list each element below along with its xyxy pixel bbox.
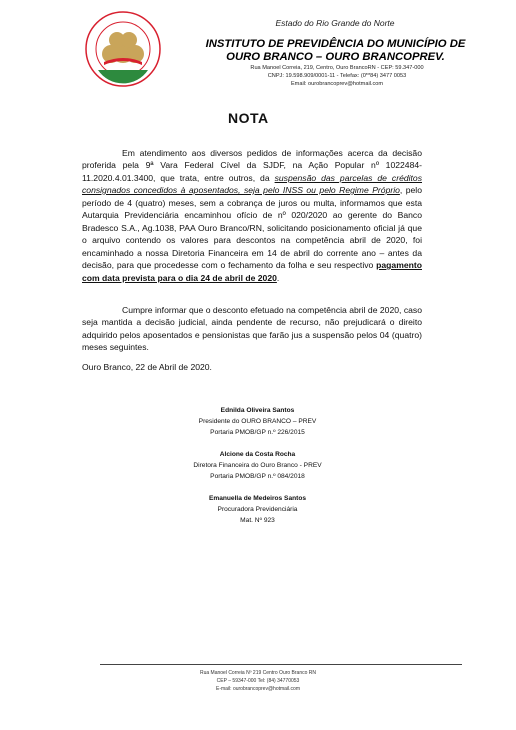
body-paragraph-2: Cumpre informar que o desconto efetuado na competência abril de 2020, caso seja mantida a decisão judicial, ainda pendente de recurso, não prejudicará o direito adquirido pelos aposentados e pensionistas que farão jus a suspensão pelos 04 (quatro) meses seguintes. <box>82 304 422 353</box>
paragraph1-part1: Em atendimento aos diversos pedidos de informações acerca da decisão proferida pela 9ª Vara Federal Cível da SJDF, na Ação Popular nº 1022484-11.2020.4.01.3400, que trata, entre outros, da <box>82 147 422 183</box>
paragraph1-emphasis-payment-date: pagamento com data prevista para o dia 24 de abril de 2020 <box>82 260 422 283</box>
place-date: Ouro Branco, 22 de Abril de 2020. <box>82 362 212 372</box>
signature-block <box>170 493 345 526</box>
footer <box>168 669 348 693</box>
signature-block <box>170 405 345 438</box>
footer-cep-phone: CEP – 59347-000 Tel: (84) 34770053 <box>216 678 300 684</box>
signatory-role: Presidente do OURO BRANCO – PREV <box>198 418 317 425</box>
footer-address: Rua Manoel Correia Nº 219 Centro Ouro Branco RN <box>199 670 317 676</box>
paragraph1-part3: . <box>276 272 280 283</box>
institute-title-line1: INSTITUTO DE PREVIDÊNCIA DO MUNICÍPIO DE <box>205 38 466 50</box>
header-contact <box>232 64 442 88</box>
signatory-role: Diretora Financeira do Ouro Branco - PREV <box>193 462 322 469</box>
footer-divider <box>100 664 462 665</box>
signatory-reference: Portaria PMOB/GP n.º 226/2015 <box>210 429 305 436</box>
document-heading: NOTA <box>228 110 269 126</box>
signature-block <box>170 449 345 482</box>
header-email: Email: ourobrancoprev@hotmail.com <box>290 81 384 87</box>
body-paragraph-1 <box>82 147 422 285</box>
footer-email: E-mail: ourobrancoprev@hotmail.com <box>216 686 300 692</box>
signatory-reference: Portaria PMOB/GP n.º 084/2018 <box>210 473 305 480</box>
paragraph1-emphasis-suspension: suspensão das parcelas de créditos consignados concedidos à aposentados, seja pelo INSS ou pelo Regime Próprio <box>82 172 422 196</box>
paragraph1-part2: , pelo período de 4 (quatro) meses, sem a cobrança de juros ou multa, informamos que esta Autarquia Previdenciária encaminhou ofício de nº 020/2020 ao gerente do Banco Bradesco S.A., Ag.1038, PAA Ouro Branco/RN, solicitando posicionamento oficial já que o arquivo contendo os valores para descontos na competência abril de 2020, foi encaminhado a nossa Diretoria Financeira em 14 de abril do corrente ano – antes da decisão, para que procedesse com o fechamento da folha e seu respectivo <box>82 185 423 271</box>
signatory-name: Emanuella de Medeiros Santos <box>208 495 307 502</box>
institute-title-line2: OURO BRANCO – OURO BRANCOPREV. <box>226 51 445 63</box>
institute-title <box>198 38 473 64</box>
institute-logo <box>84 10 162 88</box>
signatory-role: Procuradora Previdenciária <box>217 506 298 513</box>
header-cnpj: CNPJ: 19.598.909/0001-11 - Telefax: (0**84) 3477 0053 <box>267 73 407 79</box>
header-address: Rua Manoel Correia, 219, Centro, Ouro BrancoRN - CEP: 59.347-000 <box>250 65 424 71</box>
header-state: Estado do Rio Grande do Norte <box>275 18 395 28</box>
signatory-name: Alcione da Costa Rocha <box>219 451 296 458</box>
signatory-reference: Mat. Nº 923 <box>240 517 275 524</box>
signatory-name: Ednilda Oliveira Santos <box>220 407 295 414</box>
